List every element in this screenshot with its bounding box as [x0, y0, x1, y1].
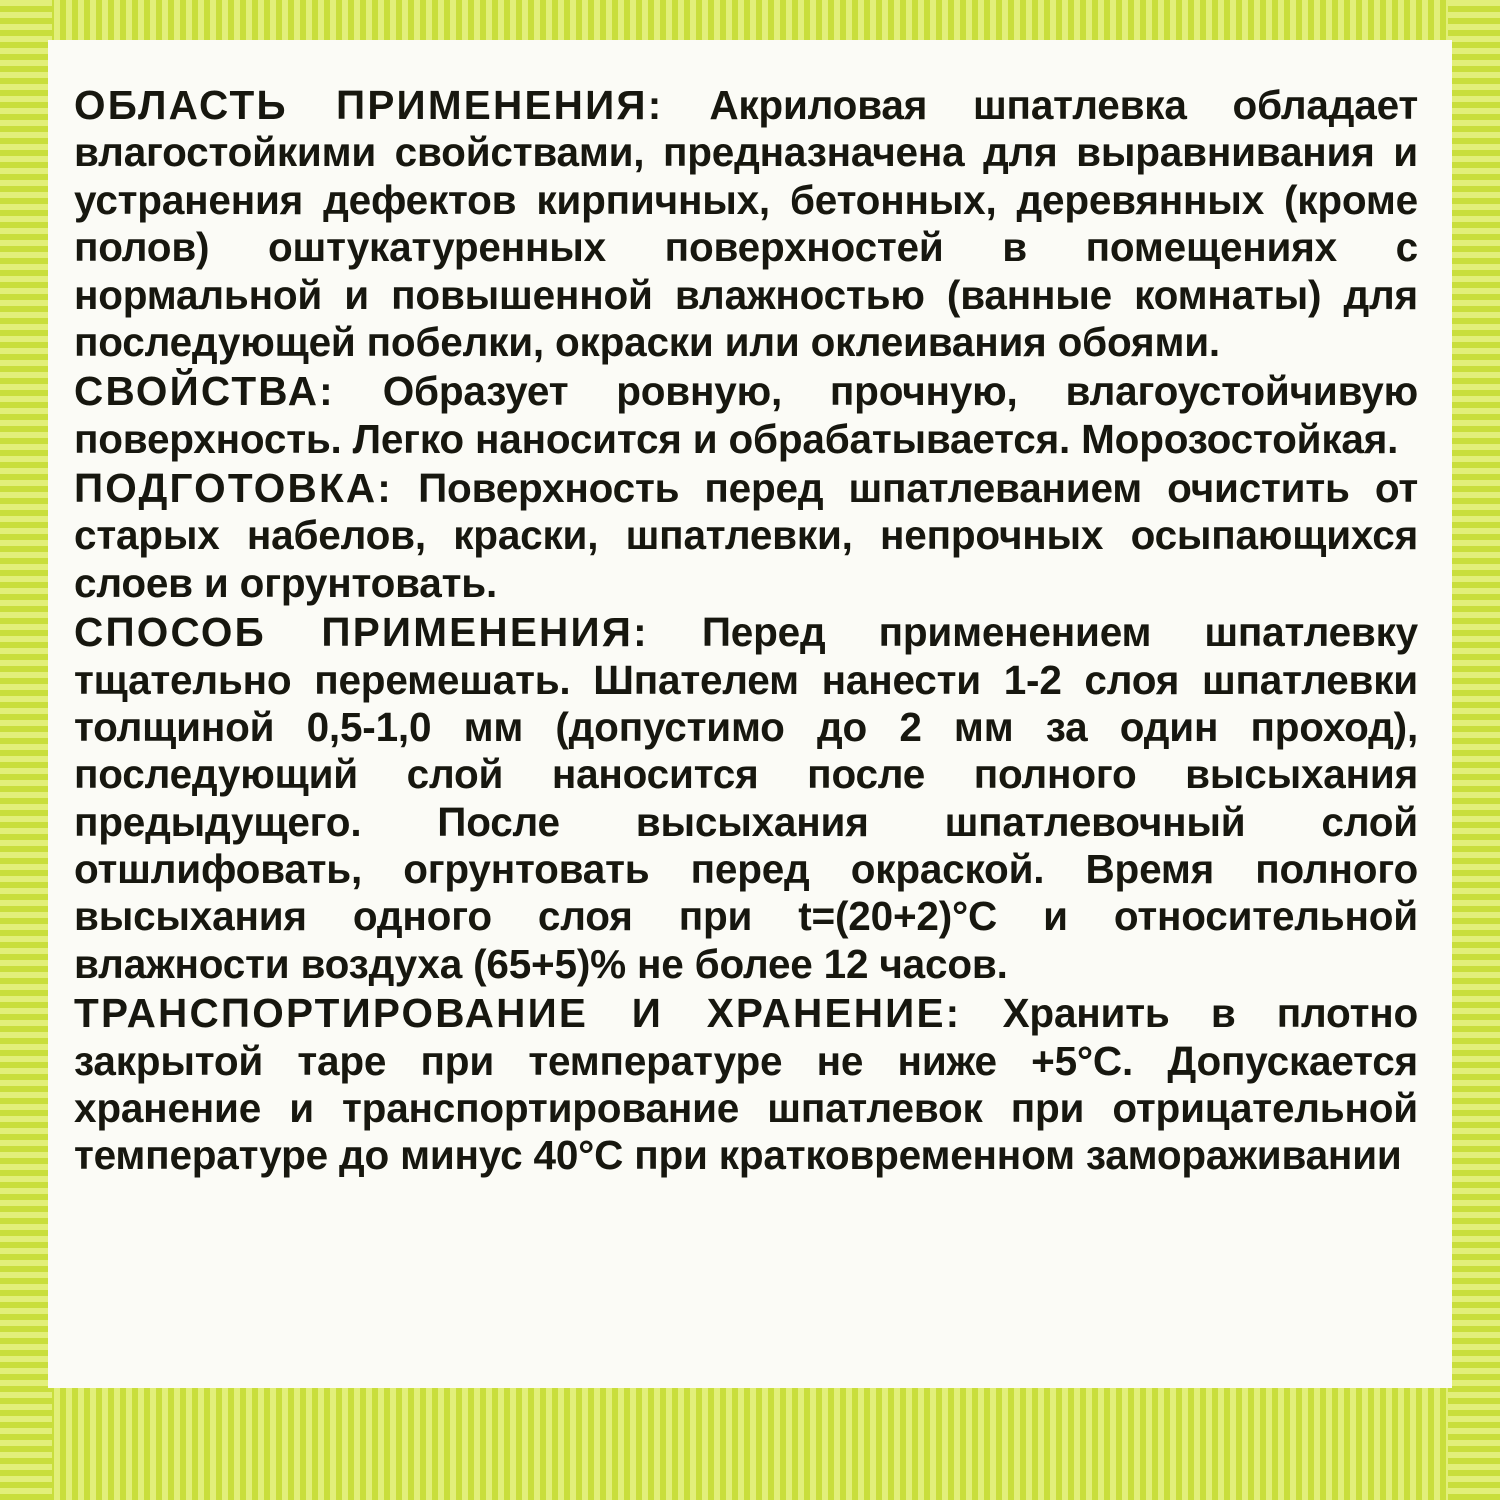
section-storage	[74, 990, 1418, 1180]
section-properties	[74, 368, 1418, 463]
section-usage	[74, 609, 1418, 988]
label-border-left	[0, 0, 52, 1500]
label-border-bottom	[0, 1380, 1500, 1500]
section-preparation-body: Поверхность перед шпатлеванием очистить от старых набелов, краски, шпатлевки, непрочных осыпающихся слоев и огрунтовать.	[74, 465, 1418, 606]
section-application	[74, 82, 1418, 366]
section-usage-body: Перед применением шпатлевку тщательно перемешать. Шпателем нанести 1-2 слоя шпатлевки толщиной 0,5-1,0 мм (допустимо до 2 мм за один проход), последующий слой наносится после полного высыхания предыдущего. После высыхания шпатлевочный слой отшлифовать, огрунтовать перед окраской. Время полного высыхания одного слоя при t=(20+2)°С и относительной влажности воздуха (65+5)% не более 12 часов.	[74, 609, 1418, 987]
section-storage-heading: ТРАНСПОРТИРОВАНИЕ И ХРАНЕНИЕ:	[74, 990, 962, 1037]
section-preparation-heading: ПОДГОТОВКА:	[74, 465, 393, 511]
section-preparation	[74, 465, 1418, 607]
section-properties-heading: СВОЙСТВА:	[74, 368, 335, 415]
section-properties-body: Образует ровную, прочную, влагоустойчивую поверхность. Легко наносится и обрабатывается. Морозостойкая.	[74, 368, 1418, 462]
section-application-heading: ОБЛАСТЬ ПРИМЕНЕНИЯ:	[74, 82, 664, 128]
label-text-panel	[48, 40, 1452, 1388]
section-usage-heading: СПОСОБ ПРИМЕНЕНИЯ:	[74, 609, 649, 656]
section-storage-body: Хранить в плотно закрытой таре при температуре не ниже +5°С. Допускается хранение и транспортирование шпатлевок при отрицательной температуре до минус 40°С при кратковременном замораживании	[74, 990, 1419, 1179]
label-border-right	[1448, 0, 1500, 1500]
section-application-body: Акриловая шпатлевка обладает влагостойкими свойствами, предназначена для выравнивания и устранения дефектов кирпичных, бетонных, деревянных (кроме полов) оштукатуренных поверхностей в помещениях с нормальной и повышенной влажностью (ванные комнаты) для последующей побелки, окраски или оклеивания обоями.	[74, 82, 1418, 365]
